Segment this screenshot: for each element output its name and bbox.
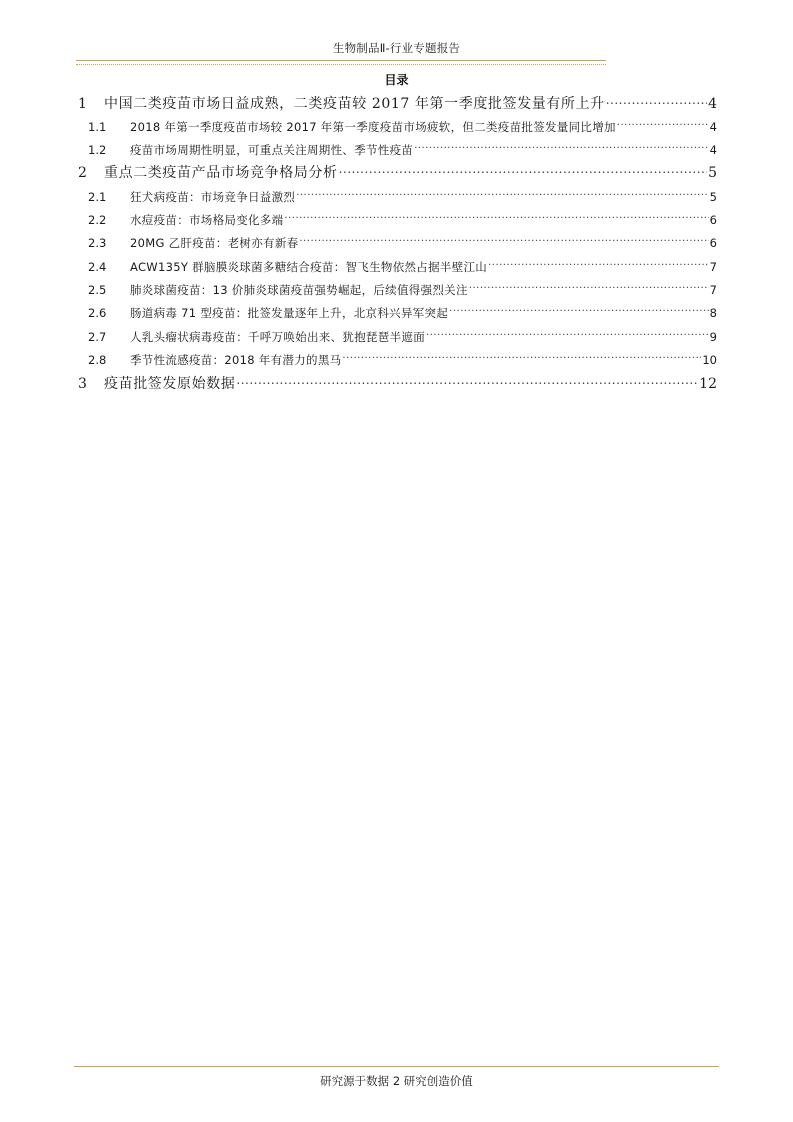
toc-entry-2-8[interactable] <box>76 349 717 371</box>
toc-dot-leader <box>414 143 708 155</box>
toc-entry-title: ACW135Y 群脑膜炎球菌多糖结合疫苗：智飞生物依然占据半壁江山 <box>130 260 488 274</box>
header-rule-dotted <box>76 64 606 65</box>
toc-entry-title: 中国二类疫苗市场日益成熟，二类疫苗较 2017 年第一季度批签发量有所上升 <box>104 96 605 112</box>
toc-dot-leader <box>339 163 707 177</box>
toc-entry-title: 疫苗批签发原始数据 <box>104 376 236 392</box>
footer-text: 研究源于数据 2 研究创造价值 <box>320 1074 473 1088</box>
toc-entry-page: 6 <box>709 236 717 250</box>
toc-entry-title: 季节性流感疫苗：2018 年有潜力的黑马 <box>130 353 342 367</box>
toc-entry-title: 肠道病毒 71 型疫苗：批签发量逐年上升，北京科兴异军突起 <box>130 306 449 320</box>
toc-heading: 目录 <box>384 73 409 87</box>
toc-entry-title: 狂犬病疫苗：市场竞争日益激烈 <box>130 190 296 204</box>
toc-entry-page: 4 <box>708 96 717 112</box>
toc-entry-page: 4 <box>709 120 717 134</box>
toc-entry-page: 7 <box>709 283 717 297</box>
toc-dot-leader <box>284 213 708 225</box>
toc-entry-title: 肺炎球菌疫苗：13 价肺炎球菌疫苗强势崛起，后续值得强烈关注 <box>130 283 468 297</box>
toc-entry-page: 4 <box>709 143 717 157</box>
toc-entry-2[interactable] <box>76 162 717 184</box>
toc-entry-page: 6 <box>709 213 717 227</box>
toc-entry-number: 1.1 <box>88 120 107 134</box>
toc-entry-2-3[interactable] <box>76 232 717 254</box>
toc-entry-number: 2.8 <box>88 353 107 367</box>
header-rule <box>76 60 606 61</box>
toc-entry-number: 2.2 <box>88 213 107 227</box>
toc-entry-number: 2.4 <box>88 260 107 274</box>
toc-entry-2-5[interactable] <box>76 279 717 301</box>
toc-dot-leader <box>449 306 709 318</box>
toc-entry-2-4[interactable] <box>76 256 717 278</box>
toc-entry-number: 1.2 <box>88 143 107 157</box>
toc-dot-leader <box>236 374 698 388</box>
toc-dot-leader <box>606 94 707 108</box>
toc-entry-number: 2.6 <box>88 306 107 320</box>
toc-entry-number: 2.5 <box>88 283 107 297</box>
toc-entry-2-2[interactable] <box>76 209 717 231</box>
toc-entry-title: 疫苗市场周期性明显，可重点关注周期性、季节性疫苗 <box>130 143 414 157</box>
toc-entry-number: 1 <box>78 96 87 112</box>
toc-dot-leader <box>342 353 701 365</box>
footer-rule <box>74 1066 719 1067</box>
toc-entry-page: 7 <box>709 260 717 274</box>
toc-dot-leader <box>426 330 709 342</box>
toc-dot-leader <box>617 120 709 132</box>
toc-entry-title: 人乳头瘤状病毒疫苗：千呼万唤始出来、犹抱琵琶半遮面 <box>130 330 425 344</box>
toc-entry-title: 20MG 乙肝疫苗：老树亦有新春 <box>130 236 299 250</box>
toc-entry-number: 2 <box>78 165 87 181</box>
toc-entry-page: 5 <box>708 165 717 181</box>
toc-entry-page: 10 <box>702 353 717 367</box>
toc-dot-leader <box>296 190 708 202</box>
header-title: 生物制品Ⅱ-行业专题报告 <box>332 41 461 55</box>
toc-entry-title: 重点二类疫苗产品市场竞争格局分析 <box>104 165 338 181</box>
toc-entry-page: 5 <box>709 190 717 204</box>
toc-entry-page: 8 <box>709 306 717 320</box>
toc-entry-1-1[interactable] <box>76 116 717 138</box>
toc-dot-leader <box>488 260 709 272</box>
toc-entry-number: 2.7 <box>88 330 107 344</box>
toc-dot-leader <box>469 283 709 295</box>
toc-entry-2-7[interactable] <box>76 326 717 348</box>
toc-entry-number: 2.3 <box>88 236 107 250</box>
toc-entry-3[interactable] <box>76 373 717 395</box>
toc-entry-2-1[interactable] <box>76 186 717 208</box>
toc-entry-title: 2018 年第一季度疫苗市场较 2017 年第一季度疫苗市场疲软，但二类疫苗批签发量同比增加 <box>130 120 616 134</box>
toc-entry-2-6[interactable] <box>76 302 717 324</box>
toc-entry-number: 3 <box>78 376 87 392</box>
toc-entry-page: 12 <box>699 376 717 392</box>
toc-entry-title: 水痘疫苗：市场格局变化多端 <box>130 213 284 227</box>
toc-entry-1[interactable] <box>76 93 717 115</box>
toc-entry-page: 9 <box>709 330 717 344</box>
toc-entry-number: 2.1 <box>88 190 107 204</box>
toc-entry-1-2[interactable] <box>76 139 717 161</box>
toc-dot-leader <box>299 236 708 248</box>
